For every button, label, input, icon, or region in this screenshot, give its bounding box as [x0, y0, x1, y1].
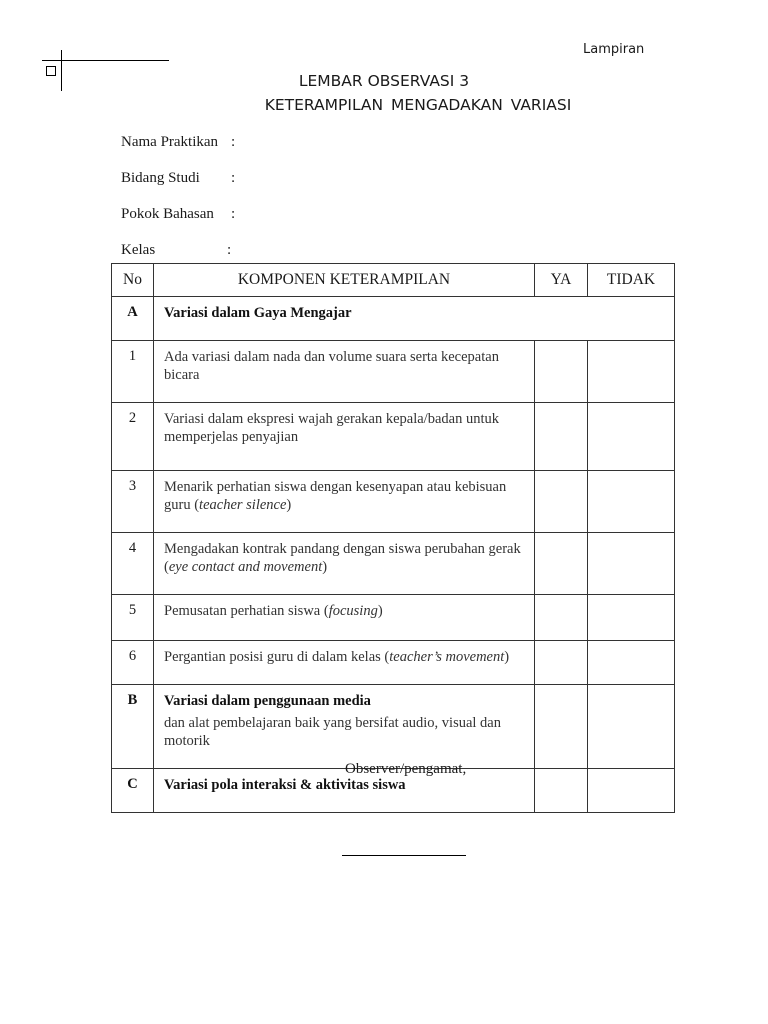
- header-tidak: TIDAK: [588, 264, 675, 297]
- ya-checkbox-cell[interactable]: [535, 685, 588, 769]
- section-b-sub: dan alat pembelajaran baik yang bersifat audio, visual dan motorik: [164, 715, 501, 749]
- table-row: [112, 595, 675, 641]
- info-pokok-bahasan: [121, 206, 236, 223]
- observer-label: Observer/pengamat,: [345, 761, 467, 777]
- tidak-checkbox-cell[interactable]: [588, 641, 675, 685]
- tidak-checkbox-cell[interactable]: [588, 685, 675, 769]
- document-subtitle: KETERAMPILAN MENGADAKAN VARIASI: [264, 96, 572, 114]
- section-a-row: [112, 297, 675, 341]
- row-no: 2: [112, 403, 154, 471]
- info-colon: :: [231, 170, 236, 186]
- section-c-label: Variasi pola interaksi & aktivitas siswa: [154, 769, 535, 813]
- section-b-no: B: [112, 685, 154, 769]
- section-b-text: [154, 685, 535, 769]
- row-no: 4: [112, 533, 154, 595]
- table-row: [112, 533, 675, 595]
- row-text-main: Menarik perhatian siswa dengan kesenyapan atau kebisuan guru (: [164, 479, 507, 513]
- row-text-italic: teacher’s movement: [389, 649, 505, 665]
- row-text-main: Mengadakan kontrak pandang dengan siswa perubahan gerak (: [164, 541, 521, 575]
- tidak-checkbox-cell[interactable]: [588, 769, 675, 813]
- info-bidang-studi: [121, 170, 236, 187]
- info-label: Pokok Bahasan: [121, 206, 214, 222]
- header-komponen: KOMPONEN KETERAMPILAN: [154, 264, 535, 297]
- document-title: LEMBAR OBSERVASI 3: [298, 72, 470, 90]
- section-c-no: C: [112, 769, 154, 813]
- row-text-main: Pemusatan perhatian siswa (: [164, 603, 329, 619]
- ya-checkbox-cell[interactable]: [535, 533, 588, 595]
- row-no: 1: [112, 341, 154, 403]
- table-row: [112, 641, 675, 685]
- tidak-checkbox-cell[interactable]: [588, 471, 675, 533]
- ya-checkbox-cell[interactable]: [535, 769, 588, 813]
- table-row: [112, 341, 675, 403]
- row-text-close: ): [504, 649, 510, 665]
- row-text-main: Pergantian posisi guru di dalam kelas (: [164, 649, 390, 665]
- info-label: Kelas: [121, 242, 156, 258]
- row-no: 6: [112, 641, 154, 685]
- row-no: 3: [112, 471, 154, 533]
- tidak-checkbox-cell[interactable]: [588, 533, 675, 595]
- info-nama-praktikan: [121, 134, 236, 151]
- info-kelas: [121, 242, 232, 259]
- observation-table: [111, 263, 675, 813]
- table-row: [112, 403, 675, 471]
- row-text-italic: teacher silence: [199, 497, 287, 513]
- row-text: [154, 533, 535, 595]
- row-text: [154, 471, 535, 533]
- row-text: [154, 595, 535, 641]
- info-colon: :: [231, 206, 236, 222]
- section-b-label: Variasi dalam penggunaan media: [164, 693, 371, 709]
- row-text-close: ): [286, 497, 292, 513]
- ya-checkbox-cell[interactable]: [535, 403, 588, 471]
- section-a-label: Variasi dalam Gaya Mengajar: [154, 297, 675, 341]
- row-text-italic: eye contact and movement: [168, 559, 323, 575]
- section-b-row: [112, 685, 675, 769]
- table-header-row: [112, 264, 675, 297]
- tidak-checkbox-cell[interactable]: [588, 403, 675, 471]
- info-label: Nama Praktikan: [121, 134, 219, 150]
- tidak-checkbox-cell[interactable]: [588, 595, 675, 641]
- info-label: Bidang Studi: [121, 170, 200, 186]
- ya-checkbox-cell[interactable]: [535, 595, 588, 641]
- header-ya: YA: [535, 264, 588, 297]
- header-no: No: [112, 264, 154, 297]
- row-no: 5: [112, 595, 154, 641]
- row-text-close: ): [322, 559, 328, 575]
- lampiran-label: Lampiran: [583, 42, 645, 57]
- table-row: [112, 471, 675, 533]
- ya-checkbox-cell[interactable]: [535, 341, 588, 403]
- info-colon: :: [227, 242, 232, 258]
- tidak-checkbox-cell[interactable]: [588, 341, 675, 403]
- row-text: Variasi dalam ekspresi wajah gerakan kepala/badan untuk memperjelas penyajian: [154, 403, 535, 471]
- row-text: [154, 641, 535, 685]
- ya-checkbox-cell[interactable]: [535, 471, 588, 533]
- ya-checkbox-cell[interactable]: [535, 641, 588, 685]
- row-text: Ada variasi dalam nada dan volume suara serta kecepatan bicara: [154, 341, 535, 403]
- signature-line: [342, 855, 466, 856]
- info-colon: :: [231, 134, 236, 150]
- section-a-no: A: [112, 297, 154, 341]
- row-text-close: ): [377, 603, 383, 619]
- row-text-italic: focusing: [328, 603, 378, 619]
